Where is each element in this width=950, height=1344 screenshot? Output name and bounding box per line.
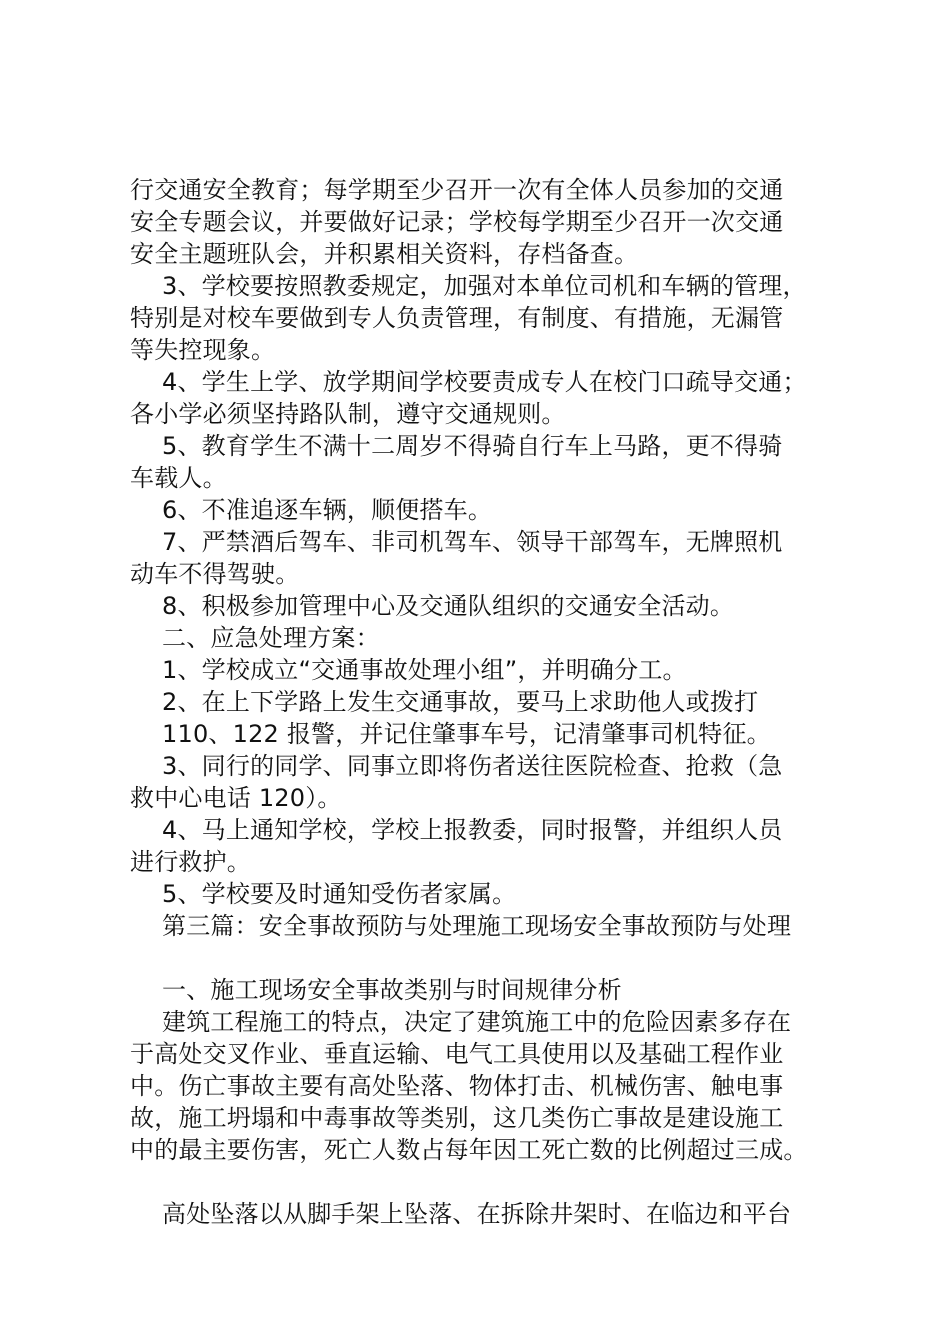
text-line: 中的最主要伤害，死亡人数占每年因工死亡数的比例超过三成。 <box>130 1136 808 1164</box>
text-line: 动车不得驾驶。 <box>130 560 300 588</box>
text-line: 4、学生上学、放学期间学校要责成专人在校门口疏导交通； <box>162 368 807 396</box>
text-line: 各小学必须坚持路队制，遵守交通规则。 <box>130 400 566 428</box>
text-line: 中。伤亡事故主要有高处坠落、物体打击、机械伤害、触电事 <box>130 1072 784 1100</box>
chapter-title: 第三篇：安全事故预防与处理施工现场安全事故预防与处理 <box>162 912 792 940</box>
text-line: 4、马上通知学校，学校上报教委，同时报警，并组织人员 <box>162 816 783 844</box>
text-line: 进行救护。 <box>130 848 251 876</box>
text-line: 建筑工程施工的特点，决定了建筑施工中的危险因素多存在 <box>162 1008 792 1036</box>
text-line: 110、122 报警，并记住肇事车号，记清肇事司机特征。 <box>162 720 771 748</box>
text-line: 车载人。 <box>130 464 227 492</box>
section-heading: 一、施工现场安全事故类别与时间规律分析 <box>162 976 622 1004</box>
text-line: 7、严禁酒后驾车、非司机驾车、领导干部驾车，无牌照机 <box>162 528 783 556</box>
text-line: 6、不准追逐车辆，顺便搭车。 <box>162 496 493 524</box>
text-line: 5、教育学生不满十二周岁不得骑自行车上马路，更不得骑 <box>162 432 783 460</box>
text-line: 高处坠落以从脚手架上坠落、在拆除井架时、在临边和平台 <box>162 1200 792 1228</box>
text-line: 故，施工坍塌和中毒事故等类别，这几类伤亡事故是建设施工 <box>130 1104 784 1132</box>
text-line: 特别是对校车要做到专人负责管理，有制度、有措施，无漏管 <box>130 304 784 332</box>
section-heading: 二、应急处理方案： <box>162 624 380 652</box>
text-line: 3、同行的同学、同事立即将伤者送往医院检查、抢救（急 <box>162 752 783 780</box>
text-line: 1、学校成立“交通事故处理小组”，并明确分工。 <box>162 656 687 684</box>
text-line: 8、积极参加管理中心及交通队组织的交通安全活动。 <box>162 592 735 620</box>
text-line: 3、学校要按照教委规定，加强对本单位司机和车辆的管理， <box>162 272 807 300</box>
text-line: 行交通安全教育；每学期至少召开一次有全体人员参加的交通 <box>130 176 784 204</box>
text-line: 于高处交叉作业、垂直运输、电气工具使用以及基础工程作业 <box>130 1040 784 1068</box>
text-line: 安全专题会议，并要做好记录；学校每学期至少召开一次交通 <box>130 208 784 236</box>
text-line: 2、在上下学路上发生交通事故，要马上求助他人或拨打 <box>162 688 759 716</box>
text-line: 等失控现象。 <box>130 336 276 364</box>
text-line: 救中心电话 120）。 <box>130 784 342 812</box>
text-line: 安全主题班队会，并积累相关资料，存档备查。 <box>130 240 639 268</box>
text-line: 5、学校要及时通知受伤者家属。 <box>162 880 517 908</box>
